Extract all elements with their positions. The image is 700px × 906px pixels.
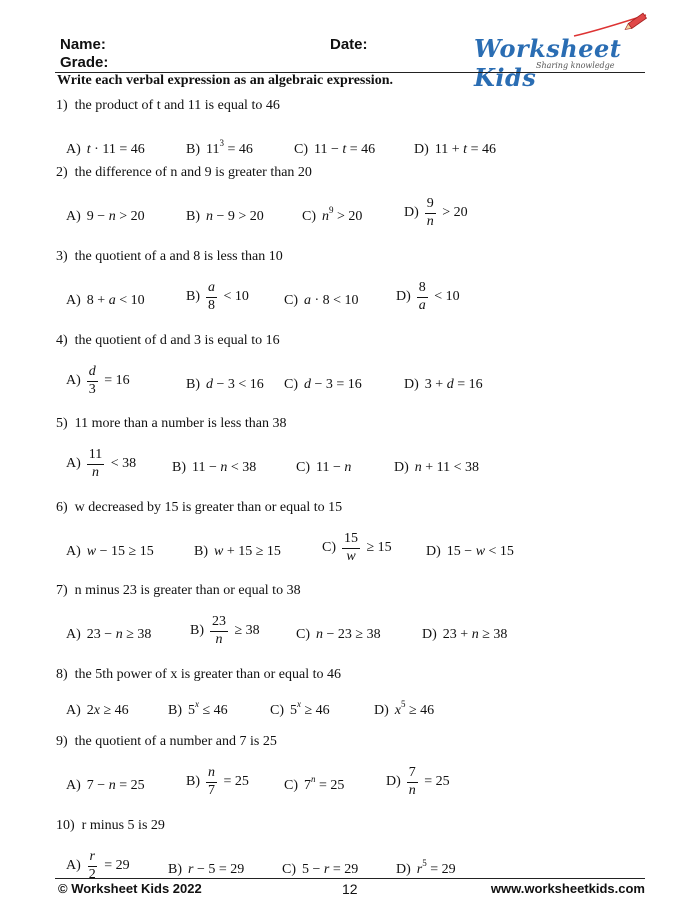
answer-option-b[interactable] [186,277,249,317]
expression-text: < 10 [220,289,249,305]
option-label: C) [302,209,316,224]
answer-option-a[interactable] [66,846,130,886]
expression-text: < 10 [115,293,145,308]
option-expression [188,699,228,719]
fraction [87,364,98,397]
footer-divider [55,878,645,879]
expression-text: 7 [304,778,311,793]
option-label: B) [172,460,186,475]
fraction [206,280,217,313]
option-expression [314,142,375,158]
answer-option-b[interactable] [186,762,249,802]
variable: r [416,862,423,877]
option-label: D) [404,205,419,220]
option-label: C) [284,293,298,308]
expression-text: = 46 [223,142,253,157]
variable: n [206,209,213,224]
question-prompt: the difference of n and 9 is greater than 20 [74,165,312,180]
exponent: n [311,774,316,784]
footer-website: www.worksheetkids.com [490,881,645,896]
answer-option-a[interactable] [66,142,145,158]
expression-text: 23 + [442,627,472,642]
option-label: A) [66,142,81,157]
expression-text: = 29 [100,858,130,874]
question-3 [56,249,656,319]
name-label: Name: [60,36,106,53]
fraction [417,280,428,313]
option-label: A) [66,627,81,642]
expression-text: < 10 [430,289,460,305]
fraction-denominator: 2 [88,866,96,882]
option-expression [415,460,479,476]
option-label: D) [394,460,409,475]
question-prompt: 11 more than a number is less than 38 [74,416,287,431]
fraction-numerator: d [87,364,98,381]
fraction-numerator: 7 [407,765,418,782]
question-text [56,500,342,516]
answer-option-b[interactable] [168,862,244,878]
variable: t [463,142,468,157]
question-text [56,333,280,349]
question-number: 6) [56,500,68,515]
expression-text: 7 − [86,778,109,793]
option-expression [416,858,456,878]
answer-option-a[interactable] [66,293,145,309]
expression-text: 5 [188,703,195,718]
expression-text: 9 − [86,209,109,224]
answer-option-d[interactable] [374,699,435,719]
option-expression [425,377,483,393]
question-prompt: the quotient of a number and 7 is 25 [74,734,277,749]
option-expression [316,627,381,643]
option-expression [87,293,145,309]
option-label: B) [186,209,200,224]
expression-text: = 25 [115,778,145,793]
fraction-denominator: 7 [208,782,215,798]
answer-option-b[interactable] [186,377,264,393]
footer-copyright: © Worksheet Kids 2022 [58,881,202,896]
question-4 [56,333,656,403]
expression-text: + 15 ≥ 15 [223,544,281,559]
option-label: B) [186,377,200,392]
question-prompt: the 5th power of x is greater than or equal to 46 [74,667,341,682]
answer-option-a[interactable] [66,627,151,643]
option-label: C) [284,778,298,793]
variable: n [108,209,116,224]
expression-text: 23 − [86,627,116,642]
option-expression [192,460,256,476]
variable: r [188,862,194,877]
question-7 [56,583,656,653]
worksheet-kids-logo [470,12,650,92]
answer-option-d[interactable] [426,544,514,560]
option-expression [87,447,136,480]
expression-text: < 15 [485,544,514,559]
option-label: A) [66,544,81,559]
question-number: 4) [56,333,68,348]
answer-option-d[interactable] [422,627,507,643]
option-expression [87,627,152,643]
option-expression [316,460,351,476]
expression-text: 5 − [302,862,324,877]
option-expression [87,544,154,560]
option-label: A) [66,293,81,308]
fraction [206,765,217,798]
answer-option-b[interactable] [190,611,260,651]
option-label: D) [396,862,411,877]
question-text [56,667,341,683]
expression-text: ≥ 38 [122,627,152,642]
fraction [210,614,228,647]
question-text [56,583,301,599]
option-expression [304,377,362,393]
variable: n [471,627,479,642]
question-prompt: the quotient of d and 3 is equal to 16 [74,333,280,348]
expression-text: − 3 = 16 [311,377,362,392]
option-expression [87,142,145,158]
variable: d [206,377,213,392]
option-label: B) [190,623,204,638]
question-text [56,249,283,265]
variable: n [322,209,329,224]
answer-option-d[interactable] [394,460,479,476]
fraction [342,531,360,564]
option-expression [188,862,244,878]
answer-option-d[interactable] [396,277,460,317]
fraction-numerator: 9 [425,196,436,213]
option-label: D) [374,703,389,718]
expression-text: ≥ 46 [100,703,129,718]
option-label: A) [66,373,81,388]
answer-option-c[interactable] [284,293,359,309]
question-8 [56,667,656,737]
fraction-numerator: 15 [342,531,360,548]
fraction-numerator: 23 [210,614,228,631]
variable: t [342,142,347,157]
expression-text: 11 − [314,142,343,157]
expression-text: 5 [290,703,297,718]
answer-option-b[interactable] [172,460,256,476]
question-text [56,734,277,750]
expression-text: − 3 < 16 [213,377,264,392]
question-1 [56,98,656,168]
fraction [87,447,104,480]
variable: w [475,544,486,559]
logo-tagline: Sharing knowledge [536,61,615,70]
option-expression [322,205,363,225]
option-expression [394,699,435,719]
answer-option-d[interactable] [396,858,456,878]
variable: w [214,544,224,559]
expression-text: < 38 [227,460,257,475]
answer-option-c[interactable] [296,627,381,643]
option-expression [304,774,345,794]
expression-text: − 5 = 29 [193,862,245,877]
option-label: C) [282,862,296,877]
expression-text: = 25 [315,778,345,793]
question-number: 2) [56,165,68,180]
fraction [407,765,418,798]
fraction [425,196,436,229]
exponent: x [297,699,301,709]
question-prompt: n minus 23 is greater than or equal to 38 [74,583,301,598]
expression-text: > 20 [115,209,145,224]
variable: x [93,703,100,718]
variable: t [86,142,91,157]
option-label: D) [422,627,437,642]
option-expression [87,209,145,225]
option-label: B) [186,142,200,157]
variable: n [220,460,228,475]
option-expression [206,765,249,798]
answer-option-c[interactable] [282,862,358,878]
question-number: 8) [56,667,68,682]
variable: d [446,377,454,392]
expression-text: > 20 [438,205,468,221]
option-expression [206,138,253,158]
option-label: C) [322,540,336,555]
expression-text: 2 [86,703,94,718]
variable: n [344,460,352,475]
fraction-denominator: 3 [88,381,96,397]
question-prompt: r minus 5 is 29 [81,818,165,833]
option-label: B) [168,862,182,877]
variable: d [304,377,311,392]
option-expression [435,142,496,158]
date-label: Date: [330,36,368,53]
expression-text: 15 − [446,544,476,559]
expression-text: ≤ 46 [199,703,228,718]
option-label: A) [66,703,81,718]
answer-option-c[interactable] [284,774,345,794]
question-number: 5) [56,416,68,431]
expression-text: = 16 [453,377,483,392]
question-9 [56,734,656,804]
option-label: A) [66,209,81,224]
option-expression [304,293,359,309]
option-label: B) [186,289,200,304]
question-prompt: the product of t and 11 is equal to 46 [74,98,280,113]
expression-text: = 46 [467,142,496,157]
answer-option-d[interactable] [404,193,468,233]
option-label: B) [168,703,182,718]
expression-text: 3 + [424,377,447,392]
fraction-numerator: 11 [87,447,104,464]
expression-text: ≥ 15 [363,540,392,556]
fraction-numerator: a [206,280,217,297]
answer-option-b[interactable] [194,544,281,560]
answer-option-c[interactable] [302,205,363,225]
option-label: B) [194,544,208,559]
fraction-numerator: n [206,765,217,782]
expression-text: − 15 ≥ 15 [96,544,154,559]
exponent: 5 [401,699,406,709]
fraction-denominator: n [426,213,434,229]
variable: n [115,627,123,642]
answer-option-c[interactable] [270,699,330,719]
option-label: D) [386,774,401,789]
expression-text: 8 + [86,293,109,308]
answer-option-d[interactable] [414,142,496,158]
answer-option-c[interactable] [322,528,392,568]
option-expression [443,627,508,643]
expression-text: 11 − [192,460,221,475]
question-prompt: the quotient of a and 8 is less than 10 [74,249,283,264]
expression-text: + 11 < 38 [421,460,480,475]
expression-text: ≥ 38 [478,627,508,642]
answer-option-b[interactable] [186,138,253,158]
expression-text: 11 − [316,460,345,475]
question-text [56,416,286,432]
fraction-denominator: n [92,464,100,480]
question-text [56,98,280,114]
answer-option-c[interactable] [294,142,375,158]
fraction-numerator: 8 [417,280,428,297]
option-expression [447,544,514,560]
option-expression [214,544,281,560]
question-number: 7) [56,583,68,598]
question-number: 10) [56,818,75,833]
instructions: Write each verbal expression as an algebraic expression. [57,73,393,88]
answer-option-a[interactable] [66,544,154,560]
option-label: C) [284,377,298,392]
option-label: A) [66,456,81,471]
expression-text: = 46 [346,142,376,157]
fraction-denominator: n [215,631,223,647]
option-expression [87,778,145,794]
option-label: C) [294,142,308,157]
option-expression [206,280,249,313]
answer-option-b[interactable] [168,699,228,719]
grade-label: Grade: [60,54,109,71]
option-label: D) [426,544,441,559]
expression-text: = 25 [420,774,450,790]
page-number: 12 [342,881,358,897]
option-label: D) [404,377,419,392]
answer-option-b[interactable] [186,209,264,225]
logo-text: Worksheet Kids [474,34,622,92]
question-text [56,818,165,834]
expression-text: < 38 [107,456,137,472]
expression-text: ≥ 46 [301,703,330,718]
option-label: D) [414,142,429,157]
question-text [56,165,312,181]
option-expression [206,377,264,393]
option-label: C) [296,627,310,642]
question-6 [56,500,656,570]
answer-option-c[interactable] [284,377,362,393]
expression-text: = 29 [329,862,359,877]
variable: w [86,544,97,559]
expression-text: 11 + [434,142,464,157]
option-expression [206,209,264,225]
answer-option-a[interactable] [66,778,145,794]
option-expression [342,531,392,564]
option-expression [87,364,130,397]
option-expression [417,280,460,313]
expression-text: > 20 [333,209,363,224]
fraction-denominator: w [346,548,356,564]
fraction-denominator: a [418,297,426,313]
expression-text: · 11 = 46 [90,142,145,157]
expression-text: = 25 [220,774,249,790]
option-label: A) [66,858,81,873]
option-expression [425,196,468,229]
option-expression [407,765,450,798]
answer-option-a[interactable] [66,209,145,225]
expression-text: − 9 > 20 [213,209,264,224]
exponent: 5 [422,858,427,868]
option-label: D) [396,289,411,304]
variable: x [394,703,401,718]
fraction-denominator: n [408,782,416,798]
option-label: B) [186,774,200,789]
expression-text: ≥ 38 [231,623,260,639]
fraction-denominator: 8 [208,297,215,313]
question-2 [56,165,656,235]
variable: r [323,862,330,877]
expression-text: 11 [206,142,220,157]
variable: a [304,293,311,308]
expression-text: ≥ 46 [405,703,435,718]
option-expression [302,862,358,878]
variable: n [316,627,323,642]
answer-option-d[interactable] [404,377,483,393]
variable: n [414,460,422,475]
expression-text: · 8 < 10 [311,293,359,308]
exponent: 9 [329,205,334,215]
option-expression [210,614,260,647]
exponent: 3 [219,138,224,148]
expression-text: = 16 [100,373,130,389]
fraction-numerator: r [88,849,97,866]
expression-text: − 23 ≥ 38 [323,627,381,642]
question-5 [56,416,656,486]
question-number: 3) [56,249,68,264]
question-number: 1) [56,98,68,113]
answer-option-c[interactable] [296,460,351,476]
question-prompt: w decreased by 15 is greater than or equal to 15 [74,500,343,515]
variable: n [108,778,116,793]
answer-option-d[interactable] [386,762,450,802]
question-number: 9) [56,734,68,749]
option-expression [290,699,330,719]
option-label: C) [270,703,284,718]
expression-text: = 29 [426,862,456,877]
variable: a [108,293,116,308]
answer-option-a[interactable] [66,361,130,401]
answer-option-a[interactable] [66,703,129,719]
option-label: A) [66,778,81,793]
answer-option-a[interactable] [66,444,136,484]
option-expression [87,703,129,719]
exponent: x [195,699,199,709]
option-label: C) [296,460,310,475]
